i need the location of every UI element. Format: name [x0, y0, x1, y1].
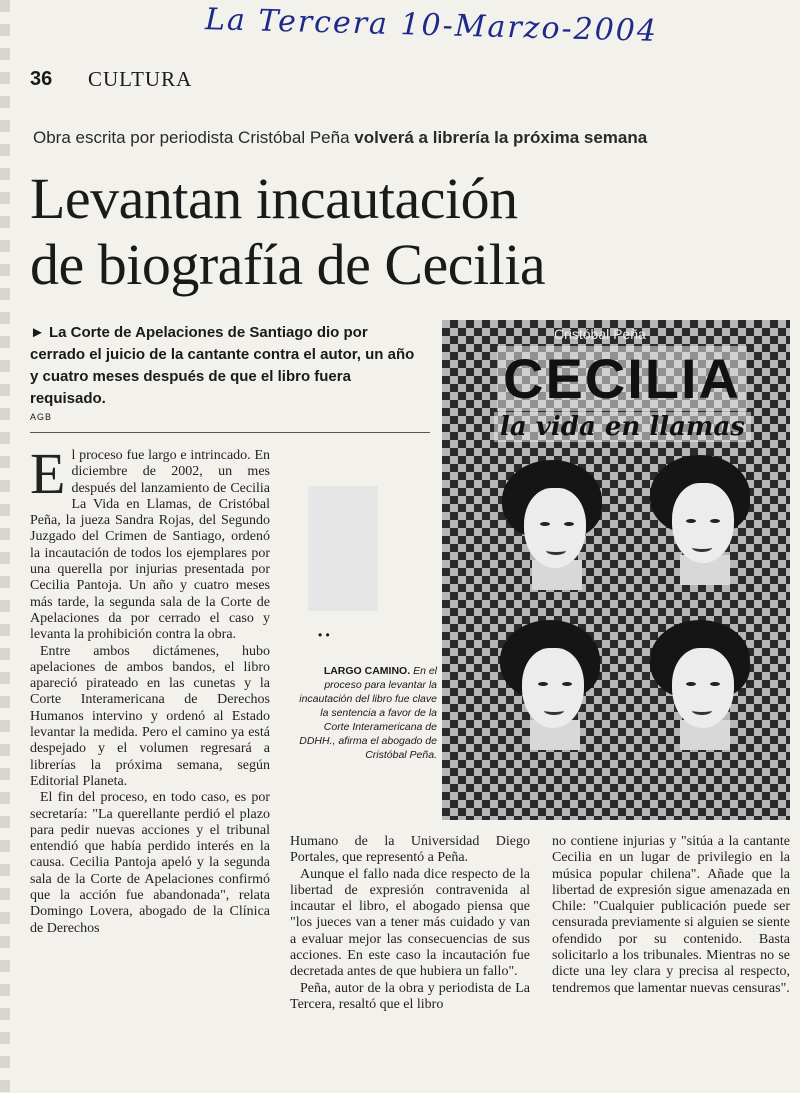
body-column-2: [290, 834, 530, 1013]
paragraph: l proceso fue largo e intrincado. En diciembre de 2002, un mes después del lanzamiento de Cecilia La Vida en Llamas, de Cristóbal Peña, la jueza Sandra Rojas, del Segundo Juzgado del Crimen de Santiago, ordenó la incautación de todos los ejemplares por una querella por injurias presentada por Cecilia Pantoja. Un año y cuatro meses más tarde, la segunda sala de la Corte de Apelaciones da por cerrado el caso y levanta la prohibición contra la obra.: [30, 448, 270, 643]
paragraph: El fin del proceso, en todo caso, es por secretaría: "La querellante perdió el plazo para pedir nuevas acciones y el tribunal entendió que había perdido interés en la causa. Cecilia Pantoja apeló y la segunda sala de la Corte de Apelaciones confirmó que la acción fue abandonada", relata Domingo Lovera, abogado de la Clínica de Derechos: [30, 790, 270, 936]
book-cover-image: [442, 320, 790, 820]
caption-lead: LARGO CAMINO.: [323, 665, 411, 677]
byline: AGB: [30, 412, 53, 422]
body-column-1: [30, 441, 270, 937]
caption-text: En el proceso para levantar la incautación del libro fue clave la sentencia a favor de la Corte Interamericana de DDHH., afirma el abogado de Cristóbal Peña.: [299, 665, 437, 761]
body-column-3: [552, 834, 790, 997]
divider: [30, 432, 430, 433]
kicker-bold: volverá a librería la próxima semana: [354, 128, 648, 147]
portrait: [650, 620, 750, 750]
photo-caption: [292, 664, 437, 762]
drop-cap: E: [30, 441, 66, 506]
portrait: [500, 620, 600, 750]
kicker-plain: Obra escrita por periodista Cristóbal Peña: [33, 128, 350, 147]
handwritten-annotation: La Tercera 10-Marzo-2004: [204, 2, 659, 49]
lede: ► La Corte de Apelaciones de Santiago dio por cerrado el juicio de la cantante contra el autor, un año y cuatro meses después de que el libro fuera requisado.: [30, 324, 415, 407]
paragraph: Peña, autor de la obra y periodista de La Tercera, resaltó que el libro: [290, 980, 530, 1012]
cover-author: Cristóbal Peña: [554, 326, 646, 342]
cover-title: CECILIA: [497, 346, 747, 411]
paragraph: Aunque el fallo nada dice respecto de la libertad de expresión contravenida al incautar el libro, el abogado piensa que "los jueces van a tener más cuidado y van a evaluar mejor las consecuencias de sus acciones. En este caso la incautación fue decretada antes de que hubiera un fallo".: [290, 866, 530, 980]
headline-line-1: Levantan incautación: [30, 166, 518, 231]
headline: [30, 166, 545, 298]
headline-line-2: de biografía de Cecilia: [30, 232, 546, 297]
page-number: 36: [30, 68, 53, 90]
kicker: [33, 128, 647, 148]
cover-subtitle: la vida en llamas: [494, 412, 751, 442]
portrait: [502, 460, 602, 590]
photo-placeholder: [308, 486, 378, 611]
portrait: [650, 455, 750, 585]
photo-marker: • •: [318, 628, 330, 642]
paragraph: Humano de la Universidad Diego Portales, que representó a Peña.: [290, 834, 530, 866]
section-title: CULTURA: [88, 67, 193, 91]
scan-edge: [0, 0, 10, 1093]
paragraph: no contiene injurias y "sitúa a la cantante Cecilia en un lugar de privilegio en la música popular chilena". Añade que la libertad de expresión sigue amenazada en Chile: "Cualquier publicación puede ser censurada previamente si alguien se siente ofendido por su contenido. Basta solicitarlo a los tribunales. Mientras no se dicte una ley clara y precisa al respecto, tendremos que lamentar nuevas censuras".: [552, 834, 790, 996]
paragraph: Entre ambos dictámenes, hubo apelaciones de ambos bandos, el libro apareció pirateado en las cunetas y la Corte Interamericana de Derechos Humanos intervino y ordenó al Estado levantar la medida. Pero el camino ya está despejado y el volumen regresará a librerías la próxima semana, según Editorial Planeta.: [30, 643, 270, 789]
